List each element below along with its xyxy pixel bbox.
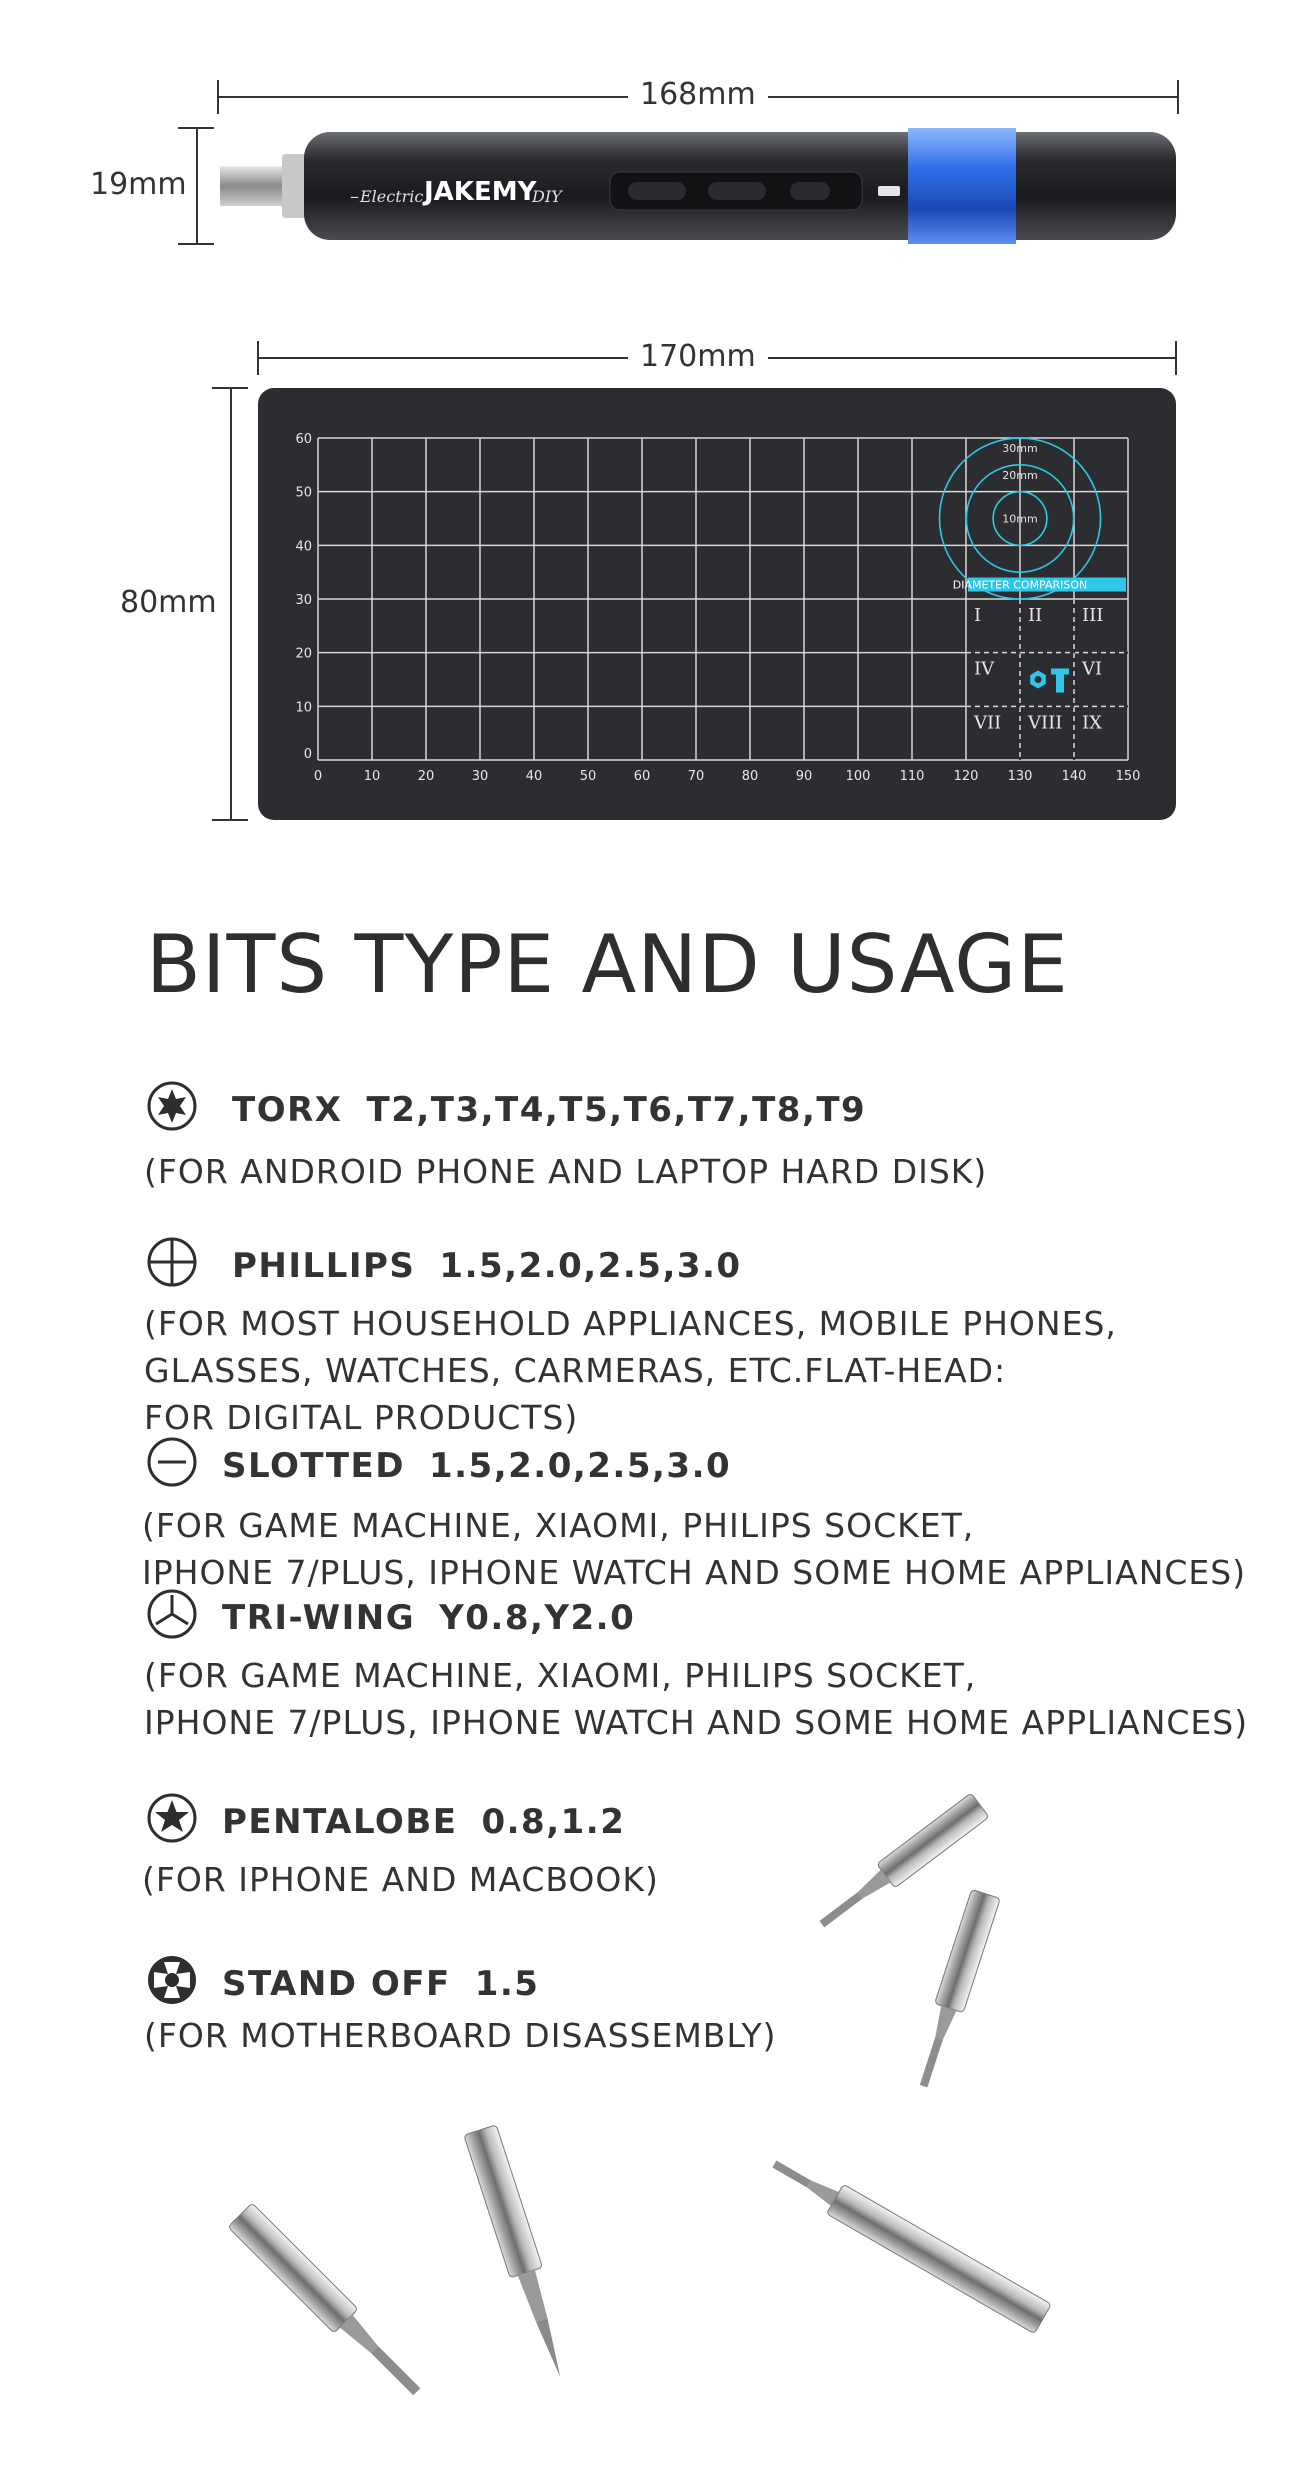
bit-usage-line: IPHONE 7/PLUS, IPHONE WATCH AND SOME HOME APPLIANCES): [144, 1703, 1249, 1742]
bit-type-name: SLOTTED: [222, 1446, 405, 1486]
bit-type-name: STAND OFF: [222, 1964, 451, 2004]
x-tick-label: 40: [525, 769, 543, 784]
mat-height-label: 80mm: [116, 586, 221, 620]
screw-shaft-icon: [1056, 675, 1064, 693]
bit-usage-description: [144, 1300, 1117, 1441]
slotted-icon: [146, 1436, 198, 1488]
bit-usage-line: FOR DIGITAL PRODUCTS): [144, 1398, 579, 1437]
screw-head-icon: [1051, 669, 1069, 675]
bit-type-heading: [222, 1596, 635, 1640]
bit-usage-line: (FOR MOTHERBOARD DISASSEMBLY): [144, 2016, 777, 2055]
bit-5: [464, 2125, 577, 2383]
bit-type-name: PHILLIPS: [232, 1246, 416, 1286]
bit-usage-line: (FOR IPHONE AND MACBOOK): [142, 1860, 659, 1899]
y-tick-label: 50: [295, 485, 312, 501]
x-tick-label: 130: [1007, 769, 1033, 784]
x-tick-label: 150: [1115, 769, 1141, 784]
mat-height-line: [230, 388, 232, 820]
y-tick-label: 40: [295, 539, 312, 555]
x-tick-label: 140: [1061, 769, 1087, 784]
pen-diameter-label: 19mm: [84, 168, 193, 202]
mat-width-tick-left: [257, 341, 259, 375]
pen-brand-suffix: DIY: [532, 187, 562, 206]
bit-usage-line: GLASSES, WATCHES, CARMERAS, ETC.FLAT-HEAD:: [144, 1351, 1007, 1390]
bit-usage-line: IPHONE 7/PLUS, IPHONE WATCH AND SOME HOME APPLIANCES): [142, 1553, 1247, 1592]
bit-usage-description: [144, 1148, 987, 1195]
tri-wing-icon: [146, 1588, 198, 1640]
bit-usage-line: (FOR GAME MACHINE, XIAOMI, PHILIPS SOCKET,: [144, 1656, 977, 1695]
bit-4: [228, 2203, 429, 2404]
zone-numeral: VIII: [1028, 712, 1063, 734]
x-tick-label: 120: [953, 769, 979, 784]
pen-diameter-tick-top: [178, 127, 214, 129]
bit-type-heading: [222, 1444, 731, 1488]
x-tick-label: 30: [471, 769, 489, 784]
bit-usage-line: (FOR ANDROID PHONE AND LAPTOP HARD DISK): [144, 1152, 988, 1191]
pen-length-tick-left: [217, 80, 219, 114]
mat-grid: [258, 388, 1176, 820]
pen-brand-prefix: Electric: [360, 187, 424, 206]
bit-2: [909, 1889, 1000, 2090]
bit-3: [766, 2149, 1051, 2333]
pen-length-tick-right: [1177, 80, 1179, 114]
bit-type-name: TRI-WING: [222, 1598, 416, 1638]
zone-numeral: IX: [1082, 712, 1102, 734]
x-tick-label: 60: [633, 769, 651, 784]
pen-length-label: 168mm: [628, 78, 768, 112]
zone-numeral: VII: [974, 712, 1002, 734]
pen-brand: JAKEMY: [424, 177, 537, 207]
bit-type-name: PENTALOBE: [222, 1802, 458, 1842]
torx-icon: [146, 1080, 198, 1132]
bit-type-heading: [232, 1088, 866, 1132]
zone-numeral: IV: [974, 658, 995, 680]
bit-usage-line: (FOR MOST HOUSEHOLD APPLIANCES, MOBILE PHONES,: [144, 1304, 1117, 1343]
y-tick-label: 20: [295, 646, 312, 662]
y-tick-label: 30: [295, 593, 312, 608]
bit-type-sizes: 1.5,2.0,2.5,3.0: [439, 1246, 742, 1286]
pen-diameter-tick-bottom: [178, 243, 214, 245]
x-tick-label: 90: [795, 769, 813, 784]
diameter-comparison-label: DIAMETER COMPARISON: [952, 578, 1088, 592]
bit-type-sizes: 0.8,1.2: [481, 1802, 626, 1842]
x-tick-label: 10: [363, 769, 381, 784]
x-tick-label: 0: [313, 769, 323, 784]
mat-width-tick-right: [1175, 341, 1177, 375]
zone-numeral: III: [1082, 605, 1104, 626]
pen-diameter-line: [196, 128, 198, 244]
zone-numeral: II: [1028, 605, 1043, 626]
diameter-circle-label: 10mm: [1002, 512, 1038, 526]
nut-hole: [1035, 676, 1042, 683]
screwdriver-bits-illustration: [0, 1780, 1300, 2484]
bit-usage-description: [142, 1502, 1246, 1596]
x-tick-label: 100: [845, 769, 871, 784]
diameter-circle-label: 30mm: [1002, 442, 1038, 455]
y-tick-label: 0: [303, 747, 312, 762]
x-tick-label: 50: [579, 769, 597, 784]
bit-type-sizes: Y0.8,Y2.0: [439, 1598, 636, 1638]
zone-numeral: I: [974, 605, 982, 626]
y-tick-label: 60: [295, 432, 312, 447]
mat-width-label: 170mm: [628, 340, 768, 374]
bit-type-sizes: T2,T3,T4,T5,T6,T7,T8,T9: [366, 1090, 867, 1130]
x-tick-label: 110: [899, 769, 925, 784]
electric-screwdriver-pen: [218, 128, 1178, 244]
zone-numeral: VI: [1082, 658, 1103, 680]
section-title: BITS TYPE AND USAGE: [146, 918, 1069, 1011]
mat-height-tick-bottom: [212, 819, 248, 821]
magnetic-work-mat: [258, 388, 1176, 820]
x-tick-label: 80: [741, 769, 759, 784]
y-tick-label: 10: [295, 700, 312, 716]
svg-text:–: –: [350, 186, 359, 207]
bit-1: [813, 1793, 989, 1936]
bit-usage-line: (FOR GAME MACHINE, XIAOMI, PHILIPS SOCKET,: [142, 1506, 975, 1545]
mat-height-tick-top: [212, 387, 248, 389]
phillips-icon: [146, 1236, 198, 1288]
bit-type-sizes: 1.5: [474, 1964, 540, 2004]
bit-usage-description: [144, 1652, 1248, 1746]
diameter-circle-label: 20mm: [1002, 468, 1038, 482]
x-tick-label: 20: [417, 769, 435, 784]
x-tick-label: 70: [687, 769, 705, 784]
bit-type-heading: [232, 1244, 742, 1288]
bit-type-name: TORX: [232, 1090, 343, 1130]
bit-type-sizes: 1.5,2.0,2.5,3.0: [428, 1446, 732, 1486]
